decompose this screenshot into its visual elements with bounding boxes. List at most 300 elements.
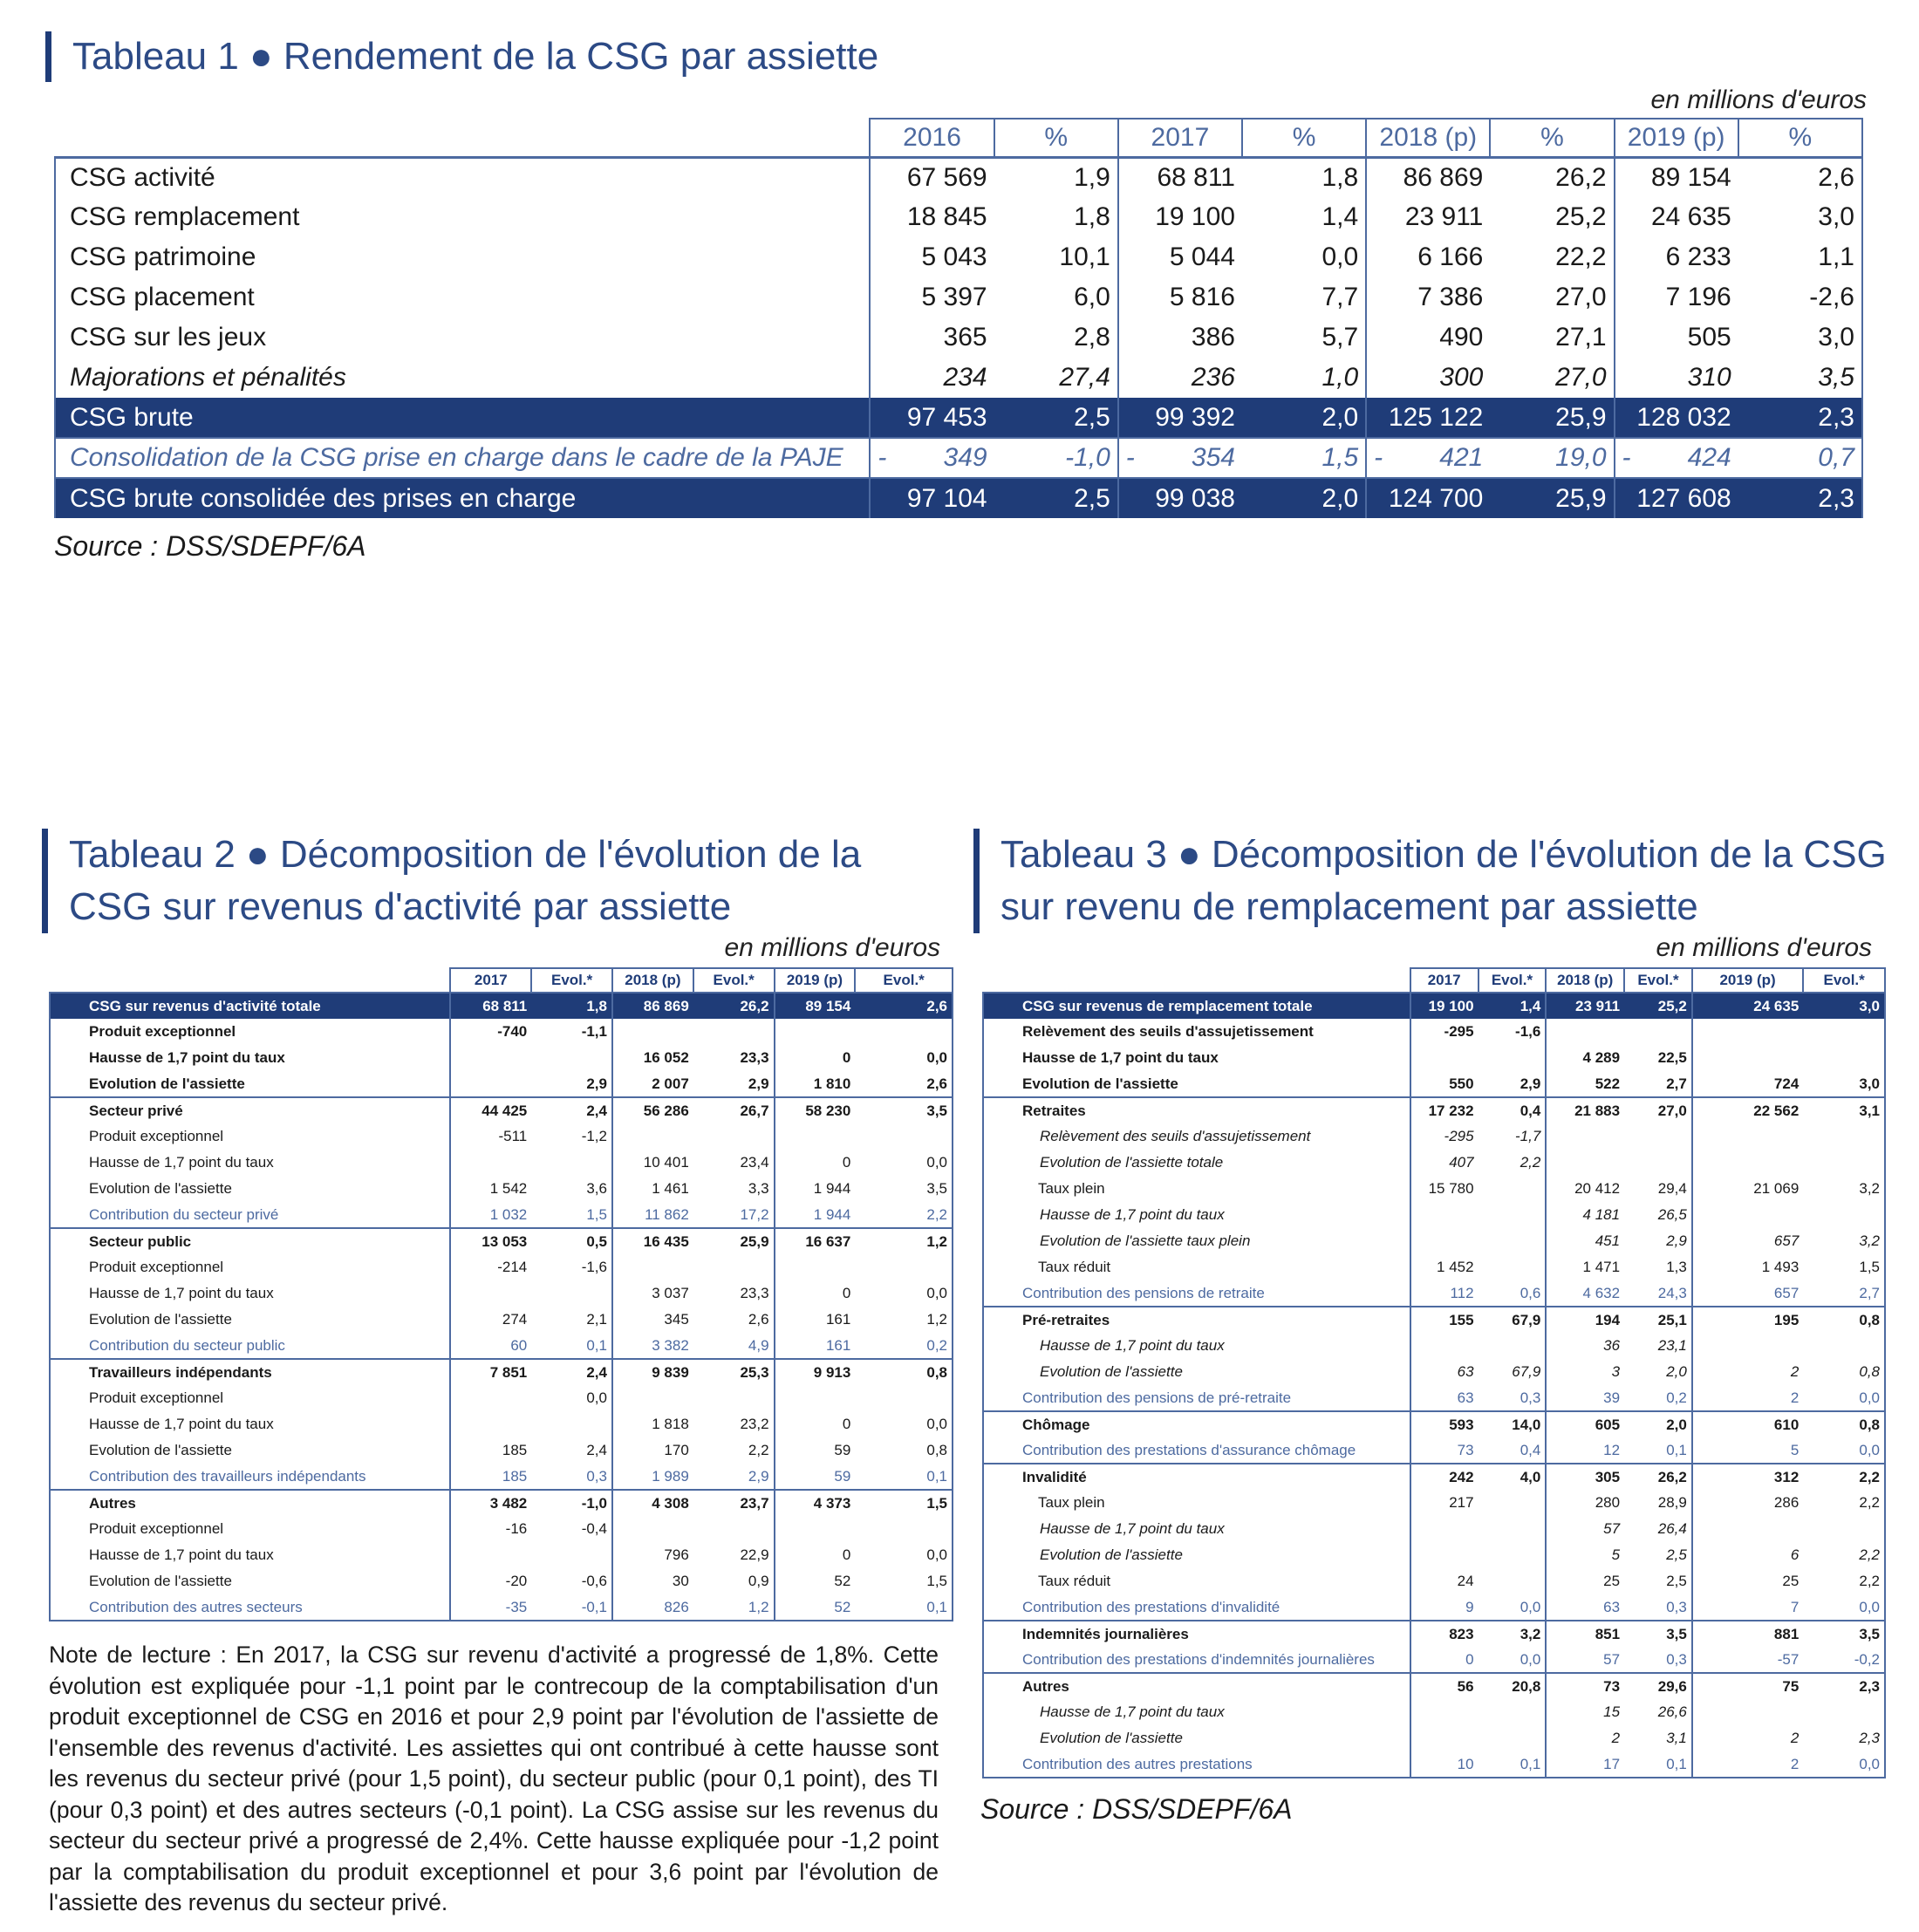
table-cell xyxy=(994,237,1118,277)
table-cell: 2 007 xyxy=(612,1071,693,1097)
table-cell: -1,6 xyxy=(531,1254,612,1280)
cell-value: 125 122 xyxy=(1388,402,1484,432)
cell-value: 25,2 xyxy=(1555,202,1607,231)
table-row xyxy=(55,478,1862,518)
row-label: Pré-retraites xyxy=(983,1307,1410,1333)
table-cell: 0,0 xyxy=(855,1411,953,1437)
table-cell xyxy=(1624,1123,1692,1150)
table-cell xyxy=(1615,237,1738,277)
row-label: Hausse de 1,7 point du taux xyxy=(983,1699,1410,1725)
table-cell: 16 052 xyxy=(612,1045,693,1071)
row-label: Indemnités journalières xyxy=(983,1621,1410,1647)
cell-value: 7 196 xyxy=(1665,283,1731,311)
table-row xyxy=(983,1699,1885,1725)
cell-value: 424 xyxy=(1687,443,1731,472)
table-cell xyxy=(1410,1333,1479,1359)
table-row xyxy=(983,1019,1885,1045)
table-cell xyxy=(531,1280,612,1307)
table-cell: 9 xyxy=(1410,1594,1479,1621)
table-cell xyxy=(1615,317,1738,358)
table-cell: 17 xyxy=(1546,1751,1624,1778)
cell-value: 2,5 xyxy=(1074,483,1110,513)
cell-value: 490 xyxy=(1439,323,1484,352)
row-label: Contribution des travailleurs indépendants xyxy=(50,1464,450,1490)
table-cell: 593 xyxy=(1410,1411,1479,1437)
table-row xyxy=(50,1568,953,1594)
table-cell: 0,0 xyxy=(1479,1594,1547,1621)
table-cell: 4 308 xyxy=(612,1490,693,1516)
table-cell: 25,1 xyxy=(1624,1307,1692,1333)
row-label: Travailleurs indépendants xyxy=(50,1359,450,1385)
table-cell xyxy=(1490,398,1614,438)
table-row xyxy=(983,1097,1885,1123)
table1-title: Tableau 1 ● Rendement de la CSG par assiette xyxy=(45,31,878,82)
table-cell xyxy=(531,1542,612,1568)
table-cell: 2,4 xyxy=(531,1359,612,1385)
row-label: Secteur public xyxy=(50,1228,450,1254)
column-header: 2017 xyxy=(450,968,531,993)
table-row xyxy=(50,1359,953,1385)
row-label: Contribution du secteur privé xyxy=(50,1202,450,1228)
row-label: Autres xyxy=(50,1490,450,1516)
cell-value: 97 453 xyxy=(906,402,987,432)
table-cell: 2,2 xyxy=(1803,1568,1885,1594)
row-label: Produit exceptionnel xyxy=(50,1516,450,1542)
table-cell: 0,0 xyxy=(1803,1594,1885,1621)
table-cell: 3,2 xyxy=(1479,1621,1547,1647)
table-cell: -1,0 xyxy=(531,1490,612,1516)
table-cell xyxy=(1624,1150,1692,1176)
table-cell: -1,7 xyxy=(1479,1123,1547,1150)
table-cell xyxy=(450,1385,531,1411)
row-label: Autres xyxy=(983,1673,1410,1699)
table-cell: 26,2 xyxy=(693,993,775,1019)
cell-value: 25,9 xyxy=(1555,483,1607,513)
table-cell xyxy=(855,1385,953,1411)
table-row xyxy=(983,1333,1885,1359)
table-cell: 59 xyxy=(775,1464,856,1490)
row-label: Relèvement des seuils d'assujetissement xyxy=(983,1019,1410,1045)
table-cell: 185 xyxy=(450,1437,531,1464)
table-cell xyxy=(1479,1725,1547,1751)
table-cell: 3,2 xyxy=(1803,1228,1885,1254)
table-cell xyxy=(994,438,1118,478)
table-cell: 9 839 xyxy=(612,1359,693,1385)
table-cell xyxy=(870,317,994,358)
table-cell xyxy=(1692,1123,1803,1150)
table-row xyxy=(983,1542,1885,1568)
table-cell: 29,4 xyxy=(1624,1176,1692,1202)
table-row xyxy=(983,1673,1885,1699)
table-cell: 25,2 xyxy=(1624,993,1692,1019)
table-cell: 0,0 xyxy=(1803,1385,1885,1411)
table-cell: 1 493 xyxy=(1692,1254,1803,1280)
table-cell: 23 911 xyxy=(1546,993,1624,1019)
cell-value: 7 386 xyxy=(1417,283,1484,311)
table-cell: 0 xyxy=(775,1280,856,1307)
table-cell xyxy=(1242,358,1366,398)
table-cell xyxy=(1546,1019,1624,1045)
table-cell xyxy=(1738,398,1862,438)
table-cell xyxy=(1803,1699,1885,1725)
table-cell: 1,2 xyxy=(855,1307,953,1333)
table-row xyxy=(983,1437,1885,1464)
table-cell: 3 xyxy=(1546,1359,1624,1385)
table-cell: 0,3 xyxy=(531,1464,612,1490)
table-cell xyxy=(1479,1516,1547,1542)
table-cell: 12 xyxy=(1546,1437,1624,1464)
table-row xyxy=(983,1176,1885,1202)
cell-value: 27,0 xyxy=(1555,283,1607,311)
table-cell: 59 xyxy=(775,1437,856,1464)
table3 xyxy=(982,967,1886,1778)
table-cell: -0,2 xyxy=(1803,1647,1885,1673)
table-cell: 6 xyxy=(1692,1542,1803,1568)
table-cell: 22,5 xyxy=(1624,1045,1692,1071)
table-cell: 550 xyxy=(1410,1071,1479,1097)
table-cell: 194 xyxy=(1546,1307,1624,1333)
table-cell: 16 435 xyxy=(612,1228,693,1254)
table-cell xyxy=(994,157,1118,197)
table-cell xyxy=(1490,277,1614,317)
table-row xyxy=(983,1071,1885,1097)
table-cell xyxy=(1366,438,1490,478)
cell-value: 365 xyxy=(943,323,987,352)
column-header: 2019 (p) xyxy=(1615,119,1738,157)
table-cell xyxy=(870,358,994,398)
table-cell xyxy=(1242,237,1366,277)
table-cell xyxy=(1479,1333,1547,1359)
table-row xyxy=(983,1280,1885,1307)
table-cell: 3,0 xyxy=(1803,1071,1885,1097)
table-cell xyxy=(1490,438,1614,478)
table-cell: 27,0 xyxy=(1624,1097,1692,1123)
table-cell xyxy=(1479,1202,1547,1228)
column-header: % xyxy=(1242,119,1366,157)
table-row xyxy=(983,1123,1885,1150)
table-cell: 0,2 xyxy=(1624,1385,1692,1411)
table-cell xyxy=(1692,1202,1803,1228)
table-cell: -20 xyxy=(450,1568,531,1594)
table-row xyxy=(50,1307,953,1333)
table-row xyxy=(983,1464,1885,1490)
table-cell: 522 xyxy=(1546,1071,1624,1097)
table-cell: 39 xyxy=(1546,1385,1624,1411)
cell-value: 67 569 xyxy=(906,162,987,192)
table-cell: 796 xyxy=(612,1542,693,1568)
table-row xyxy=(983,1594,1885,1621)
table-cell: 2,3 xyxy=(1803,1673,1885,1699)
table-cell: 9 913 xyxy=(775,1359,856,1385)
table-cell xyxy=(870,438,994,478)
table-cell xyxy=(1118,358,1242,398)
table-cell: 2,2 xyxy=(693,1437,775,1464)
row-label: Evolution de l'assiette xyxy=(50,1437,450,1464)
table-cell xyxy=(693,1019,775,1045)
row-label: Retraites xyxy=(983,1097,1410,1123)
table-cell: 19 100 xyxy=(1410,993,1479,1019)
cell-value: 19 100 xyxy=(1155,202,1235,231)
table-cell: 2,2 xyxy=(1803,1490,1885,1516)
table-cell xyxy=(1366,358,1490,398)
table-cell: 3,6 xyxy=(531,1176,612,1202)
cell-value: 26,2 xyxy=(1555,162,1607,192)
table-cell: 3,1 xyxy=(1803,1097,1885,1123)
table-cell xyxy=(1738,438,1862,478)
table-row xyxy=(55,197,1862,237)
table-cell xyxy=(994,277,1118,317)
table-cell: 2,0 xyxy=(1624,1359,1692,1385)
table-cell: 826 xyxy=(612,1594,693,1621)
table-cell xyxy=(1479,1228,1547,1254)
table-cell: 1,5 xyxy=(855,1490,953,1516)
table-row xyxy=(55,317,1862,358)
table-cell: 1,2 xyxy=(693,1594,775,1621)
table-cell xyxy=(994,478,1118,518)
table-cell: 286 xyxy=(1692,1490,1803,1516)
table-cell xyxy=(994,197,1118,237)
column-header: 2017 xyxy=(1410,968,1479,993)
table-cell: 0 xyxy=(775,1542,856,1568)
column-header: Evol.* xyxy=(1479,968,1547,993)
cell-value: 2,0 xyxy=(1321,483,1359,513)
column-header: 2017 xyxy=(1118,119,1242,157)
row-label: Relèvement des seuils d'assujetissement xyxy=(983,1123,1410,1150)
table-row xyxy=(983,1385,1885,1411)
table-row xyxy=(50,1385,953,1411)
cell-value: 5 044 xyxy=(1169,242,1235,271)
cell-value: 27,0 xyxy=(1555,363,1607,392)
table-row xyxy=(50,1150,953,1176)
cell-value: 23 911 xyxy=(1404,202,1484,231)
table-row xyxy=(983,1307,1885,1333)
table-cell: 11 862 xyxy=(612,1202,693,1228)
table-cell: 23,2 xyxy=(693,1411,775,1437)
table-cell xyxy=(450,1411,531,1437)
row-label: Evolution de l'assiette xyxy=(983,1542,1410,1568)
table-cell xyxy=(855,1516,953,1542)
table-cell xyxy=(450,1150,531,1176)
table-cell: 1,5 xyxy=(531,1202,612,1228)
table-cell: 26,4 xyxy=(1624,1516,1692,1542)
row-label: Hausse de 1,7 point du taux xyxy=(50,1542,450,1568)
table-row xyxy=(50,1097,953,1123)
table-cell: 0,3 xyxy=(1624,1647,1692,1673)
table-cell: 2,9 xyxy=(1479,1071,1547,1097)
table-cell: 26,7 xyxy=(693,1097,775,1123)
table2-units: en millions d'euros xyxy=(724,933,940,962)
table-cell xyxy=(1366,317,1490,358)
table-cell xyxy=(1410,1045,1479,1071)
table-cell: 305 xyxy=(1546,1464,1624,1490)
table-cell xyxy=(450,1542,531,1568)
table-cell xyxy=(1366,277,1490,317)
table-cell xyxy=(1118,277,1242,317)
table-cell: 0,3 xyxy=(1479,1385,1547,1411)
table-cell xyxy=(1692,1045,1803,1071)
table-cell: 52 xyxy=(775,1594,856,1621)
table-cell xyxy=(1479,1176,1547,1202)
row-label: Hausse de 1,7 point du taux xyxy=(983,1202,1410,1228)
table-cell: 2,6 xyxy=(693,1307,775,1333)
table-cell: 89 154 xyxy=(775,993,856,1019)
table-cell: -740 xyxy=(450,1019,531,1045)
table-cell: -214 xyxy=(450,1254,531,1280)
cell-value: 2,3 xyxy=(1818,483,1854,513)
row-label: Hausse de 1,7 point du taux xyxy=(983,1516,1410,1542)
table-cell: -0,6 xyxy=(531,1568,612,1594)
table-cell: 2,4 xyxy=(531,1097,612,1123)
table-cell: 7 xyxy=(1692,1594,1803,1621)
cell-value: 1,0 xyxy=(1321,363,1359,392)
table-cell xyxy=(1624,1019,1692,1045)
table-cell xyxy=(1615,197,1738,237)
cell-value: 2,5 xyxy=(1074,402,1110,432)
table-cell: 21 069 xyxy=(1692,1176,1803,1202)
table-cell: 86 869 xyxy=(612,993,693,1019)
table-cell: 0,1 xyxy=(855,1464,953,1490)
table-cell xyxy=(870,197,994,237)
table-cell: 10 xyxy=(1410,1751,1479,1778)
table-cell xyxy=(1366,398,1490,438)
table-row xyxy=(50,993,953,1019)
table-cell xyxy=(693,1516,775,1542)
table-cell: 610 xyxy=(1692,1411,1803,1437)
table-row xyxy=(983,1411,1885,1437)
row-label: Produit exceptionnel xyxy=(50,1123,450,1150)
table-cell: 25,3 xyxy=(693,1359,775,1385)
table-cell: 0,0 xyxy=(1803,1437,1885,1464)
table-cell: 0,8 xyxy=(1803,1359,1885,1385)
table-cell: 0,4 xyxy=(1479,1437,1547,1464)
cell-value: 505 xyxy=(1687,323,1731,352)
table-cell: 4 373 xyxy=(775,1490,856,1516)
table-cell: 0,0 xyxy=(1479,1647,1547,1673)
column-header: 2016 xyxy=(870,119,994,157)
table-cell: 3 382 xyxy=(612,1333,693,1359)
table-row xyxy=(50,1280,953,1307)
table-cell: 24,3 xyxy=(1624,1280,1692,1307)
table-cell xyxy=(994,317,1118,358)
table-row xyxy=(983,1751,1885,1778)
table-cell: 657 xyxy=(1692,1228,1803,1254)
row-label: Hausse de 1,7 point du taux xyxy=(50,1045,450,1071)
table-cell xyxy=(612,1123,693,1150)
row-label: Contribution des autres secteurs xyxy=(50,1594,450,1621)
table-cell: 23,4 xyxy=(693,1150,775,1176)
column-header: Evol.* xyxy=(855,968,953,993)
table-cell xyxy=(1490,478,1614,518)
table-row xyxy=(983,1621,1885,1647)
table-row xyxy=(50,1516,953,1542)
table-cell: 1 989 xyxy=(612,1464,693,1490)
table-cell: 2,9 xyxy=(1624,1228,1692,1254)
table-cell xyxy=(612,1254,693,1280)
table-row xyxy=(55,277,1862,317)
table-row xyxy=(983,993,1885,1019)
cell-value: 1,4 xyxy=(1321,202,1359,231)
table-cell: 2,9 xyxy=(531,1071,612,1097)
cell-value: 6 233 xyxy=(1665,242,1731,271)
table-cell: 15 780 xyxy=(1410,1176,1479,1202)
cell-value: 6 166 xyxy=(1417,242,1484,271)
row-label: CSG activité xyxy=(55,157,870,197)
table-cell xyxy=(612,1516,693,1542)
table-cell xyxy=(1118,438,1242,478)
table-cell: -1,2 xyxy=(531,1123,612,1150)
cell-value: 68 811 xyxy=(1157,162,1235,192)
table-cell: 0,0 xyxy=(1803,1751,1885,1778)
table-cell: -1,6 xyxy=(1479,1019,1547,1045)
table-cell xyxy=(855,1123,953,1150)
table-cell: 170 xyxy=(612,1437,693,1464)
table-cell: 0,5 xyxy=(531,1228,612,1254)
table-cell xyxy=(1242,317,1366,358)
table-cell: 16 637 xyxy=(775,1228,856,1254)
table-cell: 0 xyxy=(775,1411,856,1437)
table-cell: 0,6 xyxy=(1479,1280,1547,1307)
cell-value: 421 xyxy=(1439,443,1484,472)
row-label: CSG sur revenus de remplacement totale xyxy=(983,993,1410,1019)
table-cell xyxy=(450,1071,531,1097)
table-cell xyxy=(994,398,1118,438)
cell-value: 27,4 xyxy=(1059,363,1110,392)
cell-value: 6,0 xyxy=(1074,283,1110,311)
table-cell xyxy=(1692,1333,1803,1359)
cell-value: 97 104 xyxy=(906,483,987,513)
cell-value: 234 xyxy=(943,363,987,392)
cell-value: 10,1 xyxy=(1059,242,1110,271)
table-cell: 2,5 xyxy=(1624,1568,1692,1594)
table-cell: 242 xyxy=(1410,1464,1479,1490)
table-cell: 3,2 xyxy=(1803,1176,1885,1202)
table-cell xyxy=(1738,478,1862,518)
table-cell: 161 xyxy=(775,1333,856,1359)
row-label: Chômage xyxy=(983,1411,1410,1437)
table-row xyxy=(983,1647,1885,1673)
table-cell: 280 xyxy=(1546,1490,1624,1516)
table-cell xyxy=(1546,1150,1624,1176)
cell-value: 22,2 xyxy=(1555,242,1607,271)
table-cell xyxy=(1803,1045,1885,1071)
table-cell xyxy=(531,1045,612,1071)
table-row xyxy=(50,1123,953,1150)
table-cell: 0,0 xyxy=(855,1280,953,1307)
table-cell xyxy=(1803,1202,1885,1228)
table-cell xyxy=(1479,1254,1547,1280)
row-label: Evolution de l'assiette xyxy=(50,1071,450,1097)
table-cell xyxy=(693,1254,775,1280)
table-cell: 14,0 xyxy=(1479,1411,1547,1437)
table-cell: 1 542 xyxy=(450,1176,531,1202)
table-cell: 5 xyxy=(1692,1437,1803,1464)
table-cell xyxy=(870,398,994,438)
table-cell xyxy=(1479,1542,1547,1568)
table-cell: 15 xyxy=(1546,1699,1624,1725)
table-cell xyxy=(1692,1150,1803,1176)
table-cell xyxy=(1242,438,1366,478)
table-cell xyxy=(1615,398,1738,438)
table-cell: 7 851 xyxy=(450,1359,531,1385)
table-cell: 73 xyxy=(1546,1673,1624,1699)
table-cell xyxy=(1242,398,1366,438)
table-cell: 3,1 xyxy=(1624,1725,1692,1751)
table-cell: 23,7 xyxy=(693,1490,775,1516)
table-cell xyxy=(855,1254,953,1280)
column-header: 2018 (p) xyxy=(1366,119,1490,157)
table-cell: 1 818 xyxy=(612,1411,693,1437)
table-cell: 63 xyxy=(1410,1359,1479,1385)
